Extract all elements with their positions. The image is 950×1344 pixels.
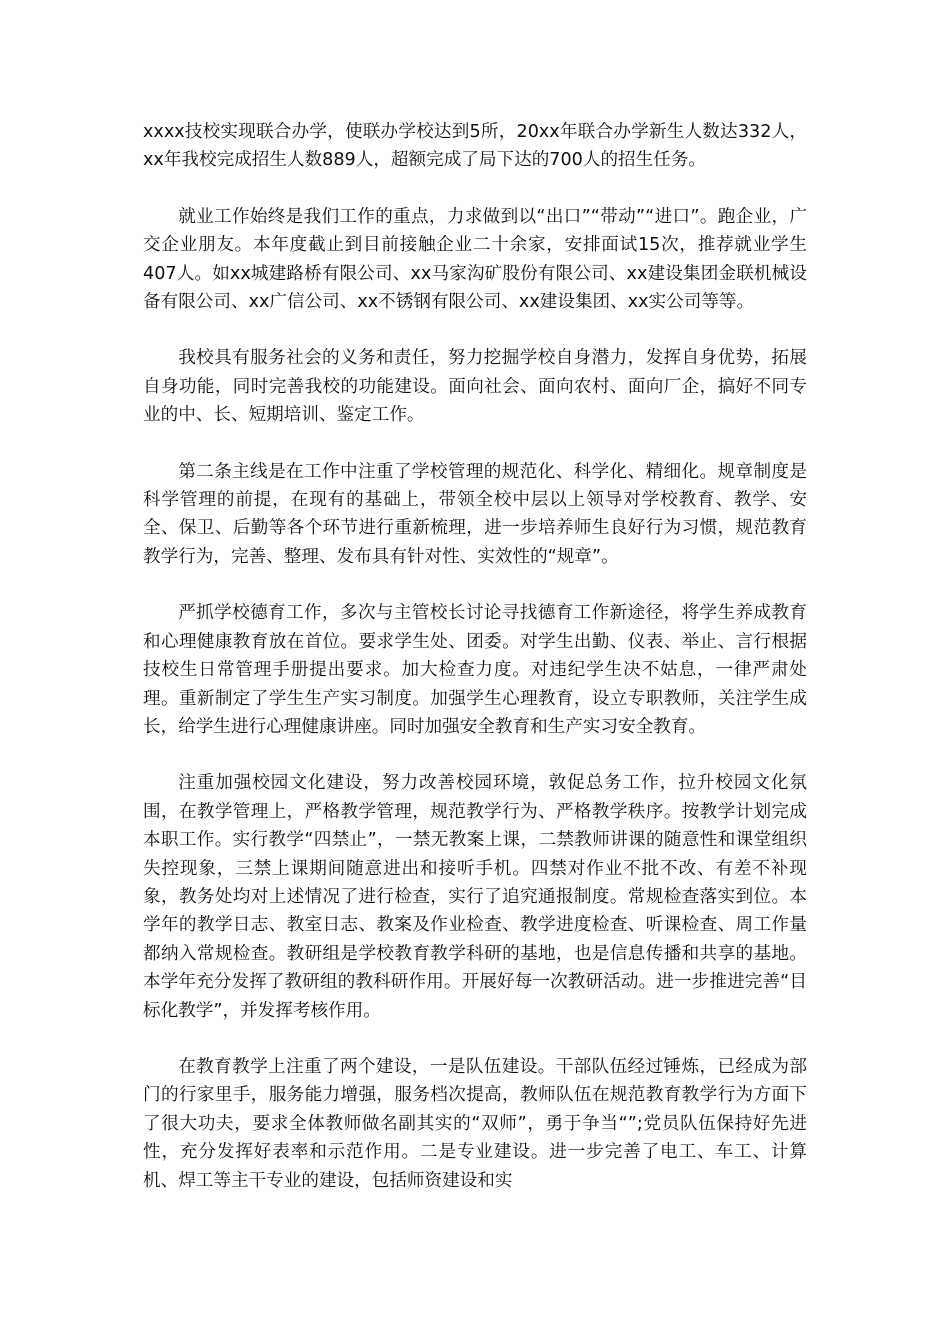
paragraph-moral-education: 严抓学校德育工作，多次与主管校长讨论寻找德育工作新途径，将学生养成教育和心理健康教育放在首位。要求学生处、团委。对学生出勤、仪表、举止、言行根据技校生日常管理手册提出要求。加大检查力度。对违纪学生决不姑息，一律严肃处理。重新制定了学生生产实习制度。加强学生心理教育，设立专职教师，关注学生成长，给学生进行心理健康讲座。同时加强安全教育和生产实习安全教育。: [143, 603, 807, 737]
paragraph-management: 第二条主线是在工作中注重了学校管理的规范化、科学化、精细化。规章制度是科学管理的前提，在现有的基础上，带领全校中层以上领导对学校教育、教学、安全、保卫、后勤等各个环节进行重新梳理，进一步培养师生良好行为习惯，规范教育教学行为，完善、整理、发布具有针对性、实效性的“规章”。: [143, 461, 807, 567]
paragraph-enrollment: xxxx技校实现联合办学，使联办学校达到5所，20xx年联合办学新生人数达332人，xx年我校完成招生人数889人，超额完成了局下达的700人的招生任务。: [143, 122, 807, 171]
paragraph-campus-culture: 注重加强校园文化建设，努力改善校园环境，敦促总务工作，拉升校园文化氛围，在教学管理上，严格教学管理，规范教学行为、严格教学秩序。按教学计划完成本职工作。实行教学“四禁止”，一禁无教案上课，二禁教师讲课的随意性和课堂组织失控现象，三禁上课期间随意进出和接听手机。四禁对作业不批不改、有差不补现象，教务处均对上述情况了进行检查，实行了追究通报制度。常规检查落实到位。本学年的教学日志、教室日志、教案及作业检查、教学进度检查、听课检查、周工作量都纳入常规检查。教研组是学校教育教学科研的基地，也是信息传播和共享的基地。本学年充分发挥了教研组的教科研作用。开展好每一次教研活动。进一步推进完善“目标化教学”，并发挥考核作用。: [143, 773, 807, 1021]
paragraph-team-building: 在教育教学上注重了两个建设，一是队伍建设。干部队伍经过锤炼，已经成为部门的行家里手，服务能力增强，服务档次提高，教师队伍在规范教育教学行为方面下了很大功夫，要求全体教师做名副其实的“双师”，勇于争当“”;党员队伍保持好先进性，充分发挥好表率和示范作用。二是专业建设。进一步完善了电工、车工、计算机、焊工等主干专业的建设，包括师资建设和实: [143, 1056, 807, 1191]
paragraph-employment: 就业工作始终是我们工作的重点，力求做到以“出口”“带动”“进口”。跑企业，广交企业朋友。本年度截止到目前接触企业二十余家，安排面试15次，推荐就业学生407人。如xx城建路桥有限公司、xx马家沟矿股份有限公司、xx建设集团金联机械设备有限公司、xx广信公司、xx不锈钢有限公司、xx建设集团、xx实公司等等。: [143, 206, 807, 313]
paragraph-social-service: 我校具有服务社会的义务和责任，努力挖掘学校自身潜力，发挥自身优势，拓展自身功能，同时完善我校的功能建设。面向社会、面向农村、面向厂企，搞好不同专业的中、长、短期培训、鉴定工作。: [143, 348, 807, 426]
document-page: [143, 118, 807, 1195]
